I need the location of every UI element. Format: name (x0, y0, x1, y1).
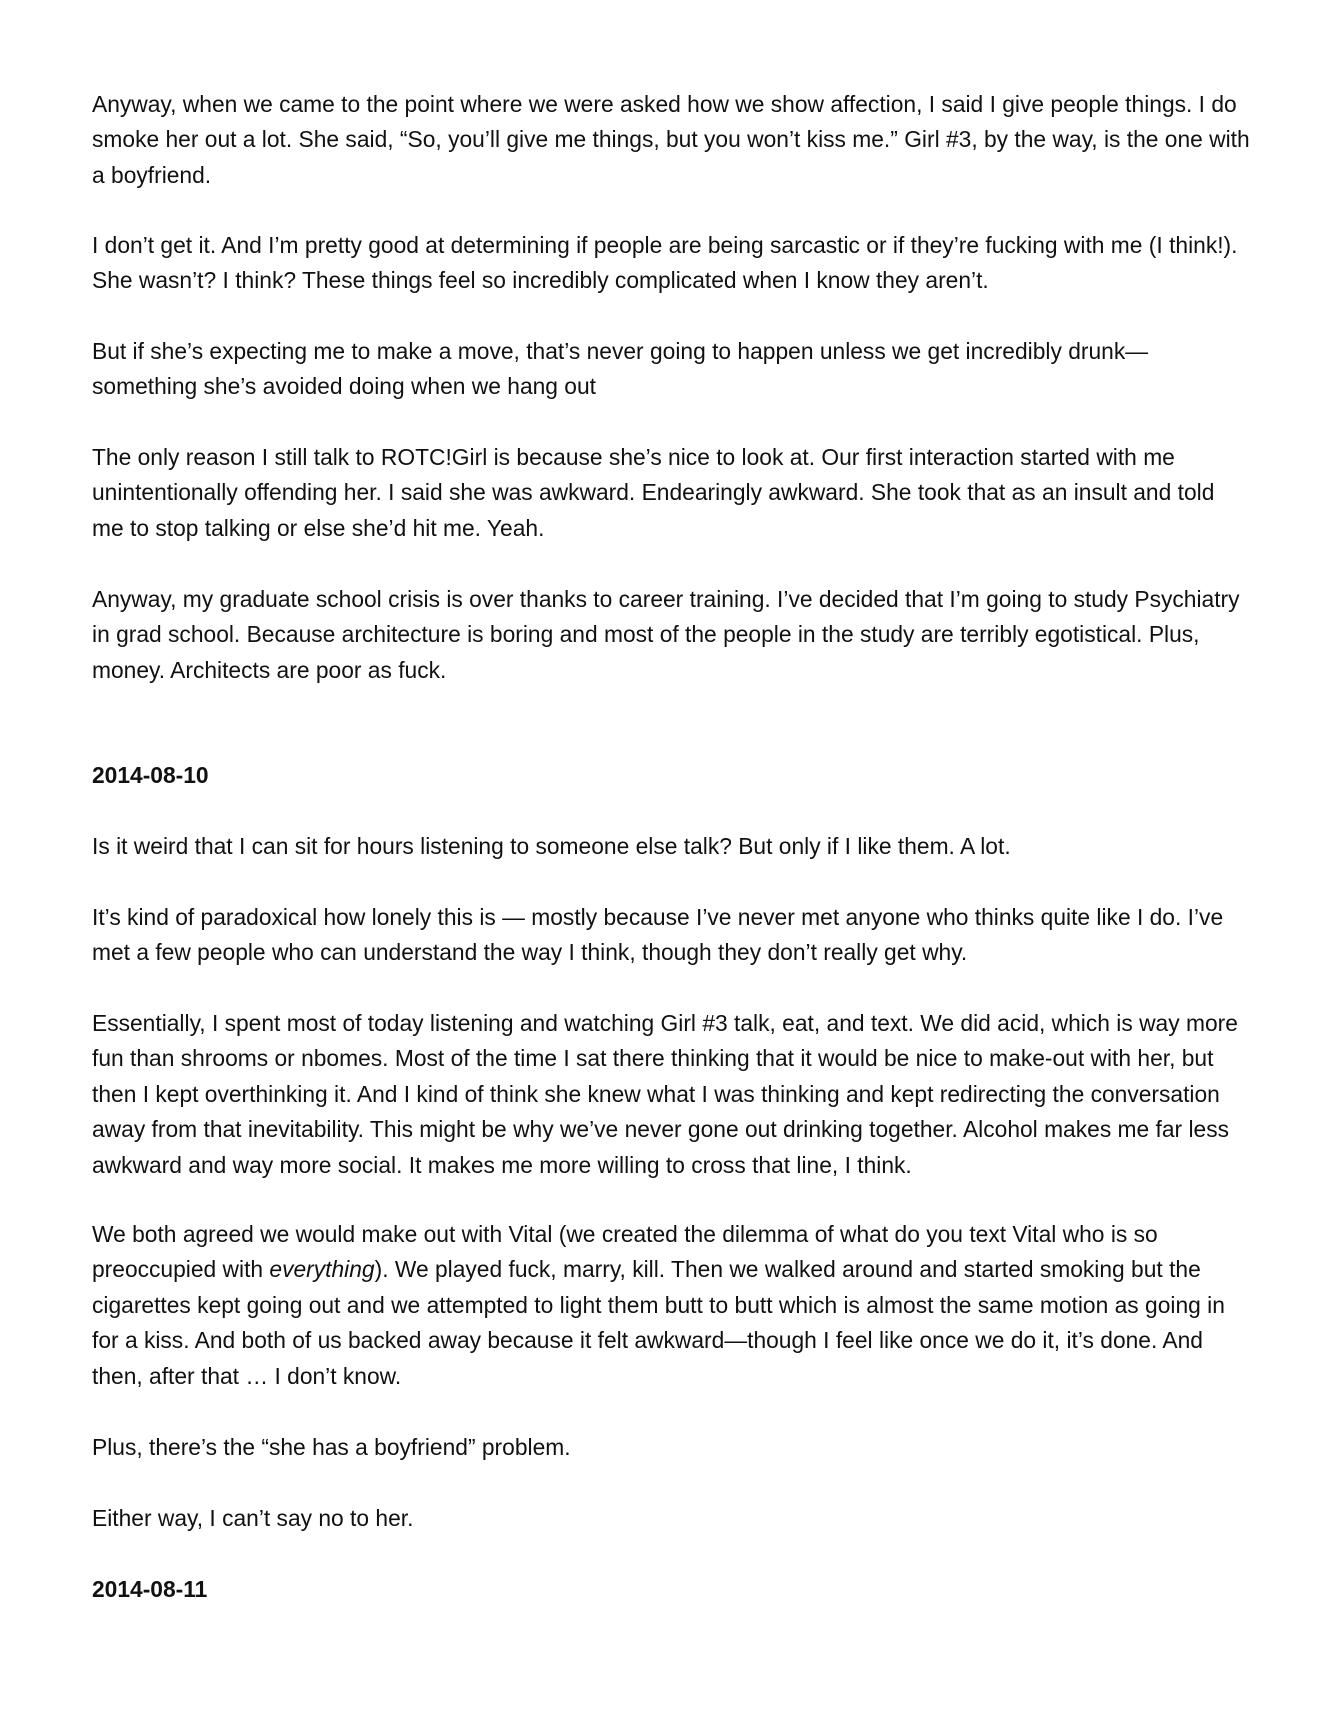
paragraph-cant-say-no: Either way, I can’t say no to her. (92, 1505, 414, 1531)
paragraph-sarcastic: I don’t get it. And I’m pretty good at determining if people are being sarcastic or if they’re fucking with me (I think!). She wasn’t? I think? These things feel so incredibly complicated when I know they aren’t. (92, 232, 1238, 294)
paragraph-affection: Anyway, when we came to the point where we were asked how we show affection, I said I give people things. I do smoke her out a lot. She said, “So, you’ll give me things, but you won’t kiss me.” Girl #3, by the way, is the one with a boyfriend. (92, 91, 1250, 188)
paragraph-boyfriend-problem: Plus, there’s the “she has a boyfriend” problem. (92, 1434, 571, 1460)
entry-date-heading: 2014-08-10 (92, 762, 209, 788)
vital-text-after: ). We played fuck, marry, kill. Then we walked around and started smoking but the cigarettes kept going out and we attempted to light them butt to butt which is almost the same motion as going in for a kiss. And both of us backed away because it felt awkward—though I feel like once we do it, it’s done. And then, after that … I don’t know. (92, 1256, 1225, 1389)
paragraph-graduate-school: Anyway, my graduate school crisis is over thanks to career training. I’ve decided that I’m going to study Psychiatry in grad school. Because architecture is boring and most of the people in the study are terribly egotistical. Plus, money. Architects are poor as fuck. (92, 586, 1240, 683)
paragraph-acid: Essentially, I spent most of today listening and watching Girl #3 talk, eat, and text. We did acid, which is way more fun than shrooms or nbomes. Most of the time I sat there thinking that it would be nice to make-out with her, but then I kept overthinking it. And I kind of think she knew what I was thinking and kept redirecting the conversation away from that inevitability. This might be why we’ve never gone out drinking together. Alcohol makes me far less awkward and way more social. It makes me more willing to cross that line, I think. (92, 1010, 1238, 1178)
paragraph-vital (92, 1217, 1252, 1394)
vital-text-before: We both agreed we would make out with Vital (we created the dilemma of what do you text Vital who is so preoccupied with (92, 1221, 1158, 1283)
paragraph-make-a-move: But if she’s expecting me to make a move, that’s never going to happen unless we get incredibly drunk— something she’s avoided doing when we hang out (92, 338, 1149, 400)
entry-date-heading-2: 2014-08-11 (92, 1576, 208, 1602)
paragraph-lonely: It’s kind of paradoxical how lonely this is — mostly because I’ve never met anyone who thinks quite like I do. I’ve met a few people who can understand the way I think, though they don’t really get why. (92, 904, 1224, 966)
paragraph-rotc-girl: The only reason I still talk to ROTC!Girl is because she’s nice to look at. Our first interaction started with me unintentionally offending her. I said she was awkward. Endearingly awkward. She took that as an insult and told me to stop talking or else she’d hit me. Yeah. (92, 444, 1215, 541)
paragraph-listening: Is it weird that I can sit for hours listening to someone else talk? But only if I like them. A lot. (92, 833, 1011, 859)
vital-text-emphasis: everything (269, 1256, 375, 1283)
